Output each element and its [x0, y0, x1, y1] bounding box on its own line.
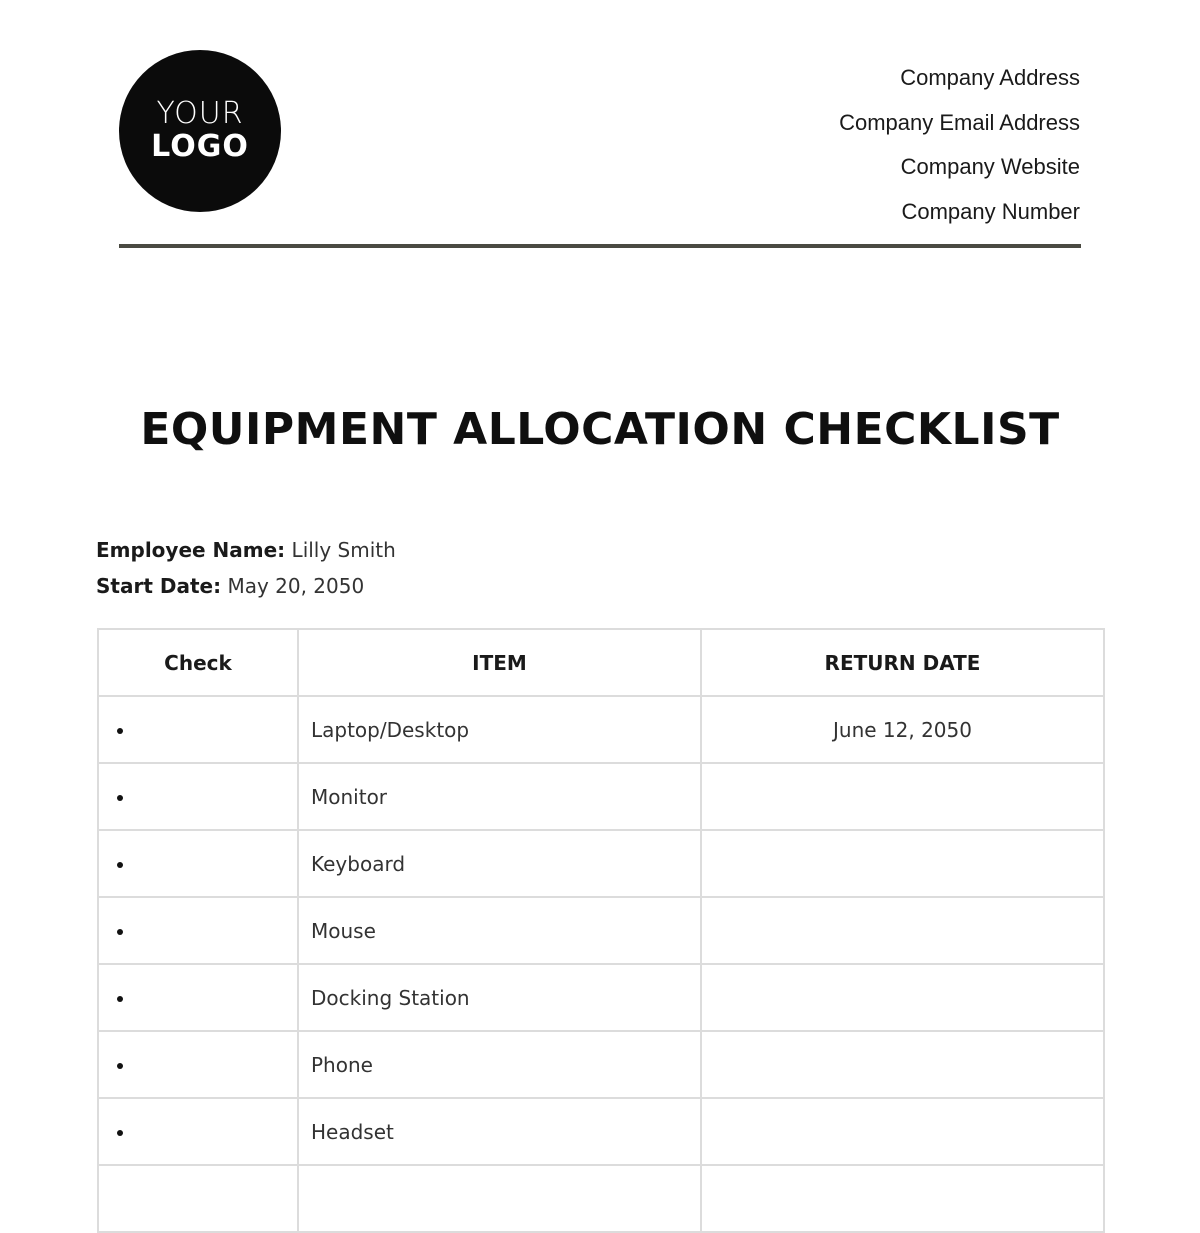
bullet-icon — [117, 862, 123, 868]
item-cell: Laptop/Desktop — [298, 696, 701, 763]
bullet-icon — [117, 728, 123, 734]
return-date-cell — [701, 1031, 1104, 1098]
bullet-icon — [117, 996, 123, 1002]
table-row — [98, 964, 1104, 1031]
company-website: Company Website — [900, 154, 1080, 179]
item-cell: Keyboard — [298, 830, 701, 897]
start-date-line — [96, 568, 396, 604]
return-date-cell: June 12, 2050 — [701, 696, 1104, 763]
check-cell[interactable] — [98, 830, 298, 897]
check-cell[interactable] — [98, 1031, 298, 1098]
checklist-table — [97, 628, 1105, 1233]
table-row — [98, 1031, 1104, 1098]
table-row — [98, 897, 1104, 964]
check-cell[interactable] — [98, 763, 298, 830]
item-cell: Monitor — [298, 763, 701, 830]
table-row — [98, 1098, 1104, 1165]
item-cell: Mouse — [298, 897, 701, 964]
check-cell[interactable] — [98, 897, 298, 964]
check-cell[interactable] — [98, 964, 298, 1031]
employee-name-label: Employee Name: — [96, 538, 286, 562]
bullet-icon — [117, 1130, 123, 1136]
item-cell — [298, 1165, 701, 1232]
bullet-icon — [117, 929, 123, 935]
employee-name-line — [96, 532, 396, 568]
checklist-table-container — [97, 628, 1103, 1233]
item-cell: Docking Station — [298, 964, 701, 1031]
company-email: Company Email Address — [839, 109, 1080, 135]
column-header-item: ITEM — [298, 629, 701, 696]
return-date-cell — [701, 1165, 1104, 1232]
check-cell[interactable] — [98, 1098, 298, 1165]
return-date-cell — [701, 964, 1104, 1031]
column-header-return-date: RETURN DATE — [701, 629, 1104, 696]
return-date-cell — [701, 897, 1104, 964]
table-row — [98, 763, 1104, 830]
table-row — [98, 1165, 1104, 1232]
bullet-icon — [117, 1063, 123, 1069]
logo-text-bottom: LOGO — [151, 129, 249, 164]
return-date-cell — [701, 763, 1104, 830]
table-row — [98, 830, 1104, 897]
start-date-label: Start Date: — [96, 574, 222, 598]
company-info — [839, 56, 1080, 234]
check-cell[interactable] — [98, 1165, 298, 1232]
company-address: Company Address — [900, 65, 1080, 90]
table-header-row — [98, 629, 1104, 696]
start-date-value: May 20, 2050 — [227, 574, 365, 598]
bullet-icon — [117, 795, 123, 801]
employee-details — [96, 532, 396, 604]
company-number: Company Number — [901, 198, 1080, 224]
column-header-check: Check — [98, 629, 298, 696]
item-cell: Headset — [298, 1098, 701, 1165]
check-cell[interactable] — [98, 696, 298, 763]
logo-text-top: YOUR — [156, 96, 244, 131]
employee-name-value: Lilly Smith — [291, 538, 396, 562]
return-date-cell — [701, 830, 1104, 897]
return-date-cell — [701, 1098, 1104, 1165]
company-logo — [119, 50, 281, 212]
table-row — [98, 696, 1104, 763]
item-cell: Phone — [298, 1031, 701, 1098]
document-title: EQUIPMENT ALLOCATION CHECKLIST — [140, 404, 1060, 455]
header-divider — [119, 244, 1081, 248]
